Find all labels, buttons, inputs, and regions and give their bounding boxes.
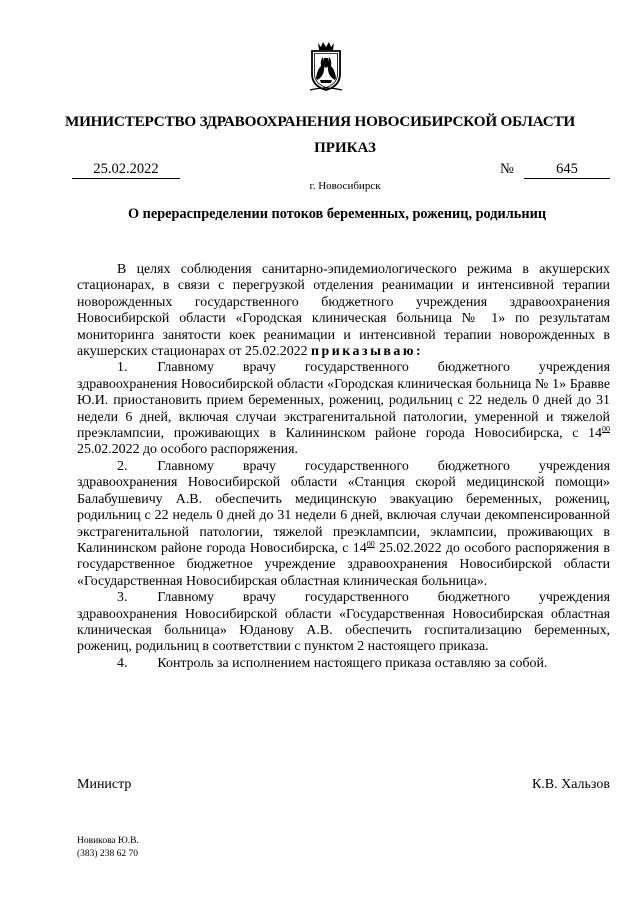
doc-type: ПРИКАЗ: [314, 140, 376, 156]
executor-info: [77, 835, 139, 861]
item-time-sup: 00: [366, 539, 375, 549]
signature-title: Министр: [77, 777, 132, 792]
item-time-sup: 00: [602, 424, 610, 434]
item-number: 4.: [117, 655, 128, 671]
item-number: 3.: [117, 590, 128, 606]
item-2: [77, 459, 610, 590]
item-number: 1.: [117, 360, 128, 376]
executor-phone: (383) 238 62 70: [77, 849, 138, 859]
item-text: Главному врачу государственного бюджетного учреждения здравоохранения Новосибирской области «Городская клиническая больница № 1» Бравве Ю.И. приостановить прием беременных, рожениц, родильниц с 22 недель 0 дней до 31 недели 6 дней, включая случаи экстрагенитальной патологии, умеренной и тяжелой преэклампсии, проживающих в Калининском районе города Новосибирска, с 14: [77, 360, 610, 442]
item-1: [77, 360, 610, 458]
order-number: 645: [524, 160, 610, 179]
order-subject: О перераспределении потоков беременных, рожениц, родильниц: [127, 206, 547, 222]
item-text-after: 25.02.2022 до особого распоряжения.: [77, 442, 298, 458]
item-text: Главному врачу государственного бюджетного учреждения здравоохранения Новосибирской области «Станция скорой медицинской помощи» Балабушевичу А.В. обеспечить медицинскую эвакуацию беременных, рожениц, родильниц с 22 недель 0 дней до 31 недели 6 дней, включая случаи декомпенсированной экстрагенитальной патологии, тяжелой преэклампсии, эклампсии, проживающих в Калининском районе города Новосибирска, с 14: [77, 458, 610, 556]
item-3: [77, 590, 610, 656]
ministry-name: МИНИСТЕРСТВО ЗДРАВООХРАНЕНИЯ НОВОСИБИРСКОЙ ОБЛАСТИ: [64, 113, 576, 130]
item-number: 2.: [117, 458, 128, 474]
city: г. Новосибирск: [309, 180, 381, 192]
order-body: [77, 262, 610, 672]
item-text-after: 25.02.2022 до особого распоряжения в государственное бюджетное учреждение здравоохранения Новосибирской области «Государственная Новосибирская областная клиническая больница».: [77, 540, 610, 589]
number-sign: №: [500, 161, 514, 177]
item-text: Главному врачу государственного бюджетного учреждения здравоохранения Новосибирской области «Государственная Новосибирская областная клиническая больница» Юданову А.В. обеспечить госпитализацию беременных, рожениц, родильниц в соответствии с пунктом 2 настоящего приказа.: [77, 590, 610, 655]
decree-word: приказываю:: [311, 344, 424, 360]
executor-name: Новикова Ю.В.: [77, 836, 139, 846]
item-text: Контроль за исполнением настоящего приказа оставляю за собой.: [157, 655, 548, 671]
signature-name: К.В. Хальзов: [531, 777, 610, 792]
item-4: [77, 656, 610, 672]
order-date: 25.02.2022: [72, 160, 180, 179]
intro-text: В целях соблюдения санитарно-эпидемиологического режима в акушерских стационарах, в связи с перегрузкой отделения реанимации и интенсивной терапии новорожденных государственного бюджетного учреждения здравоохранения Новосибирской области «Городская клиническая больница № 1» по результатам мониторинга занятости коек реанимации и интенсивной терапии новорожденных в акушерских стационарах от 25.02.2022: [77, 262, 610, 360]
intro-paragraph: [77, 262, 610, 360]
coat-of-arms-icon: [304, 40, 348, 92]
